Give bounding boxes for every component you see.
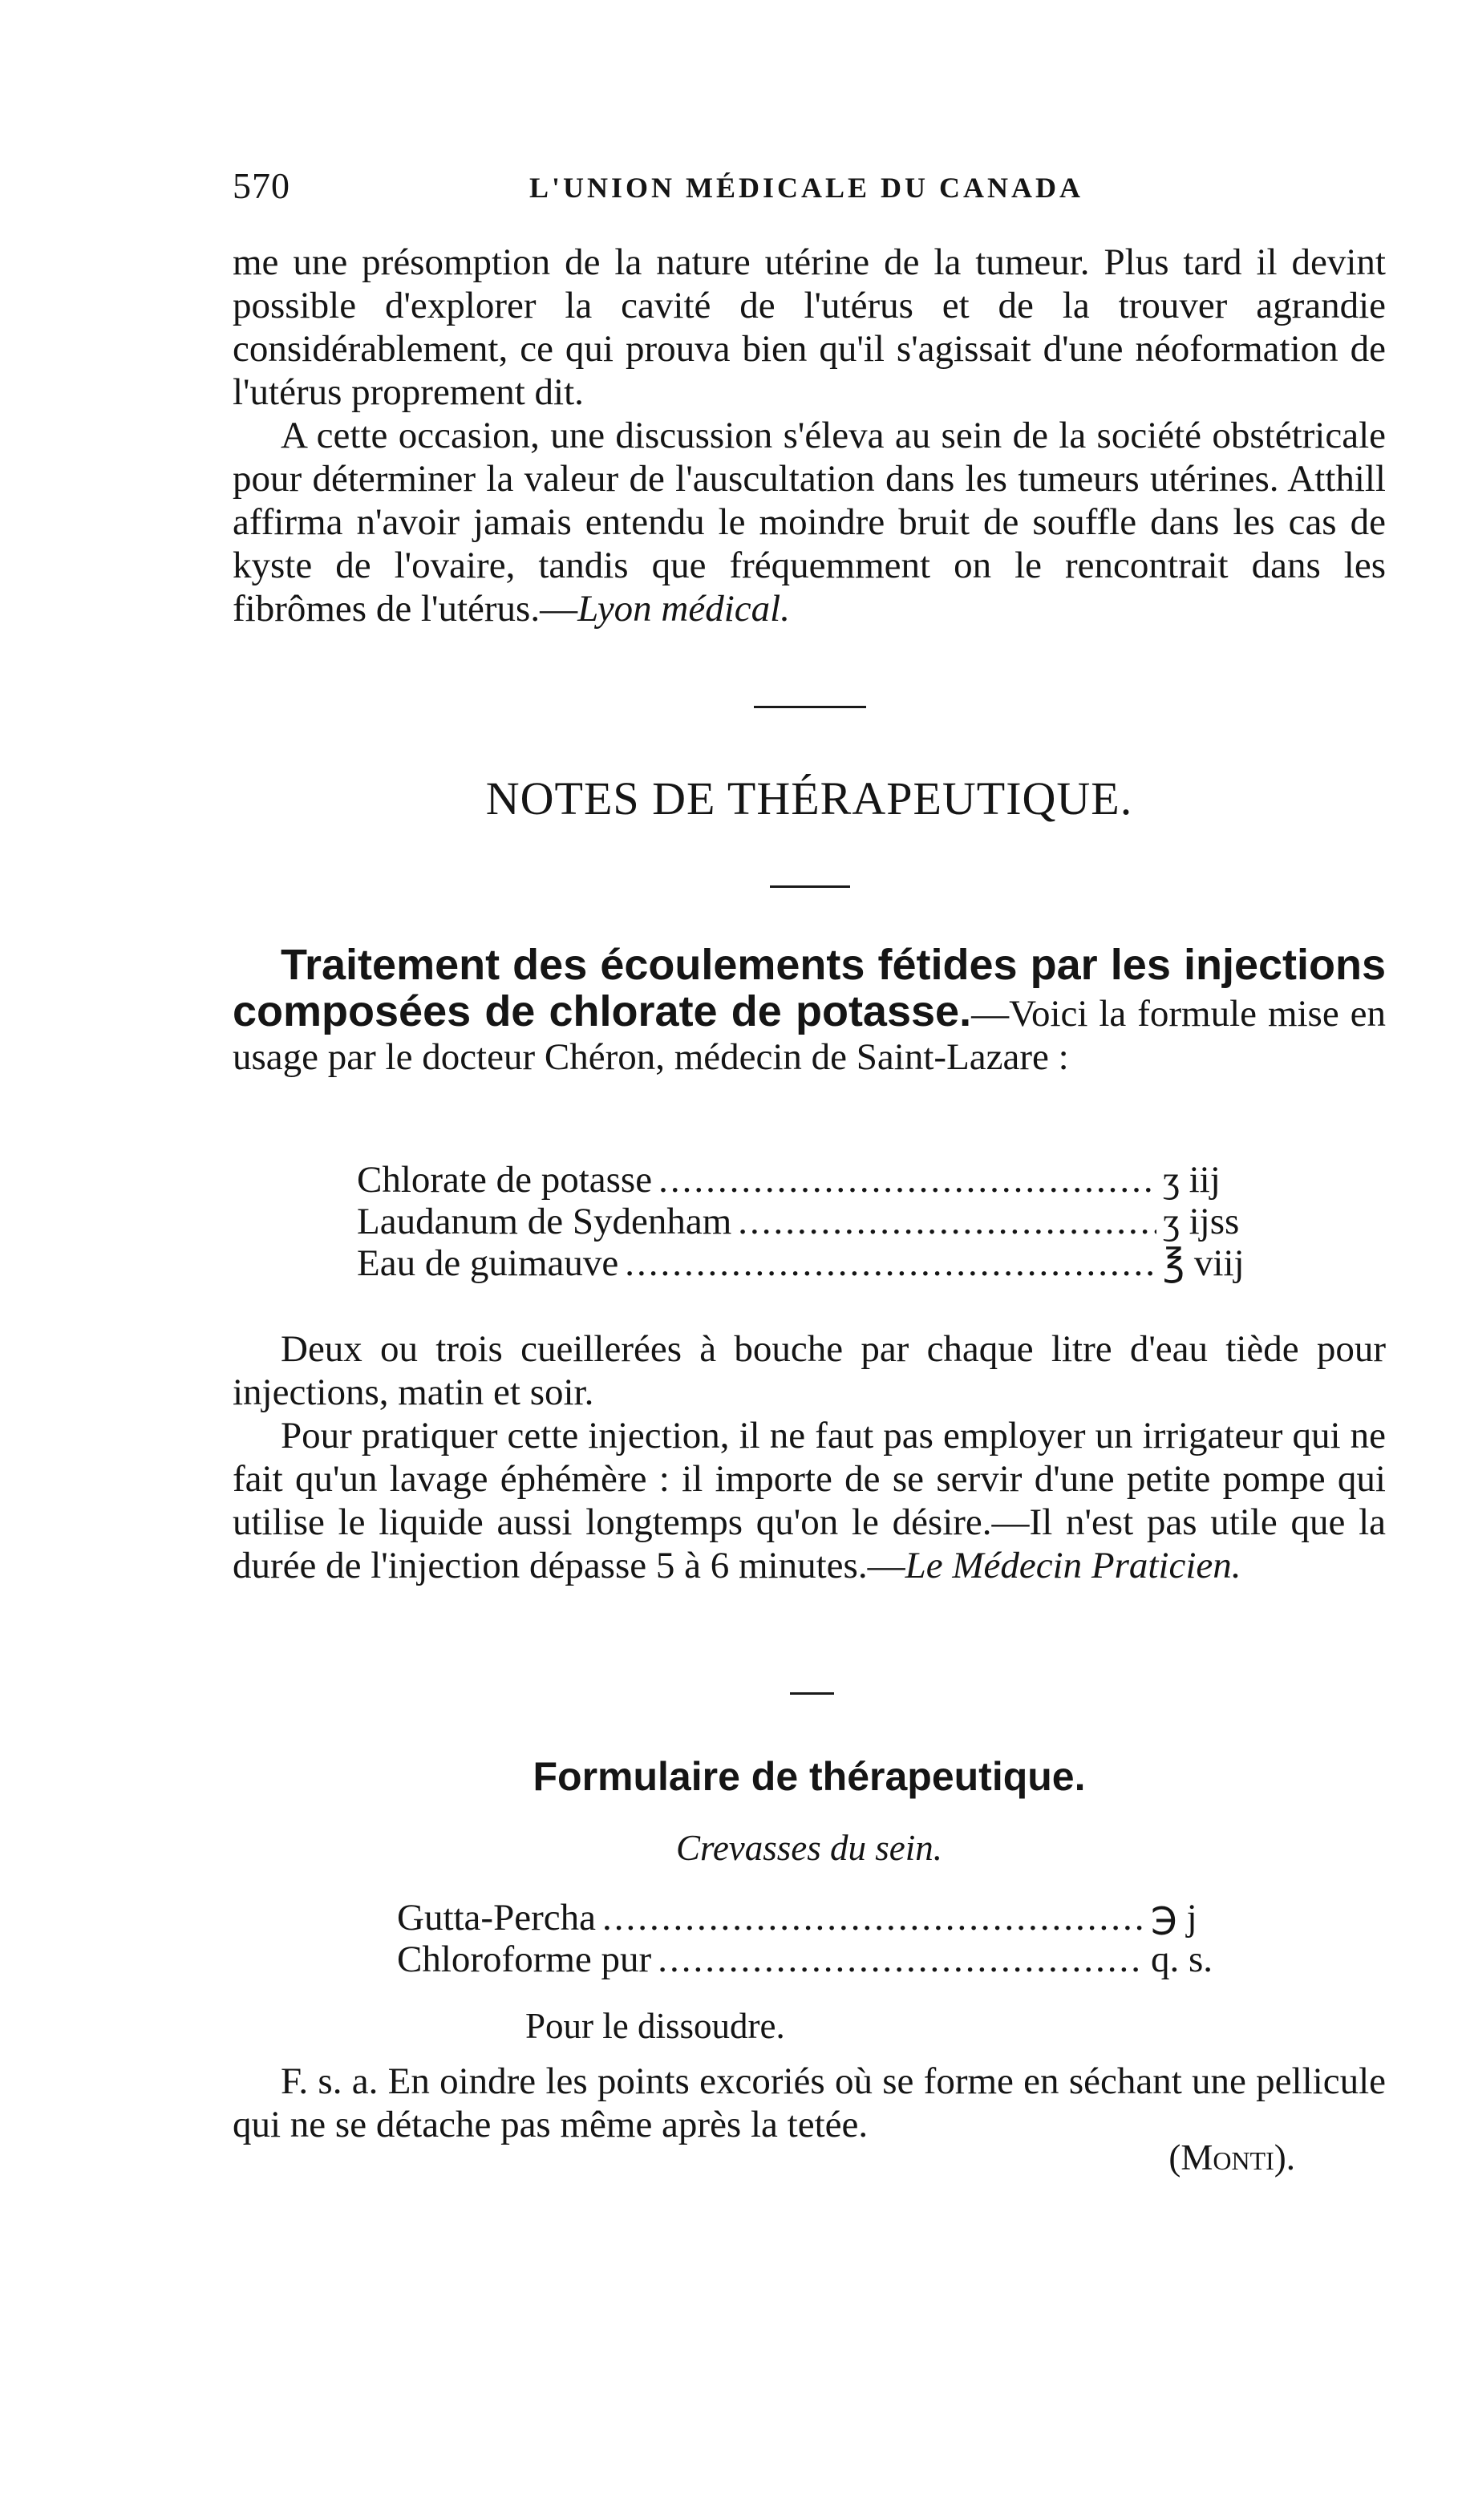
article-1-paragraph-1-text: Deux ou trois cueillerées à bouche par chaque litre d'eau tiède pour injections, matin et soir.	[233, 1328, 1386, 1413]
article-1-paragraph-1	[233, 1327, 1386, 1414]
article-1-source: Le Médecin Praticien.	[905, 1545, 1241, 1586]
intro-paragraph-1: me une présomption de la nature utérine de la tumeur. Plus tard il devint possible d'explorer la cavité de l'utérus et de la trouver agrandie considérablement, ce qui prouva bien qu'il s'agissait d'une néoformation de l'utérus proprement dit.	[233, 241, 1386, 413]
prescription-1	[357, 1159, 1275, 1284]
prescription-row	[357, 1242, 1275, 1284]
article-2-title: Formulaire de thérapeutique.	[533, 1754, 1086, 1799]
leader-dots	[658, 1159, 1156, 1201]
ingredient-name: Gutta-Percha	[397, 1897, 596, 1939]
prescription-row	[357, 1201, 1275, 1242]
article-2-paragraph	[233, 2060, 1386, 2146]
ingredient-name: Chlorate de potasse	[357, 1159, 653, 1201]
intro-paragraph-2-text: A cette occasion, une discussion s'éleva au sein de la société obstétricale pour déterminer la valeur de l'auscultation dans les tumeurs utérines. Atthill affirma n'avoir jamais entendu le moindre bruit de souffle dans les cas de kyste de l'ovaire, tandis que fréquemment on le rencontrait dans les fibrômes de l'utérus.—	[233, 415, 1386, 630]
section-title: NOTES DE THÉRAPEUTIQUE.	[485, 772, 1133, 824]
article-2-subtitle: Crevasses du sein.	[675, 1828, 943, 1868]
leader-dots	[738, 1201, 1156, 1242]
article-1-intro	[233, 942, 1386, 1079]
intro-source: Lyon médical.	[577, 588, 790, 630]
prescription-2	[397, 1897, 1231, 1980]
ingredient-name: Eau de guimauve	[357, 1242, 619, 1284]
article-1-heading: Traitement des écoulements fétides par les injections composées de chlorate de potasse.	[233, 941, 1386, 1035]
article-2-paragraph-text: F. s. a. En oindre les points excoriés où se forme en séchant une pellicule qui ne se détache pas même après la tetée.	[233, 2060, 1386, 2145]
ingredient-quantity: q. s.	[1151, 1939, 1213, 1980]
prescription-row	[357, 1159, 1275, 1201]
separator-rule	[754, 706, 866, 708]
article-1-paragraph-2-text: Pour pratiquer cette injection, il ne faut pas employer un irrigateur qui ne fait qu'un lavage éphémère : il importe de se servir d'une petite pompe qui utilise le liquide aussi longtemps qu'on le désire.—Il n'est pas utile que la durée de l'injection dépasse 5 à 6 minutes.—	[233, 1415, 1386, 1586]
page-header	[233, 164, 1387, 213]
intro-section	[233, 241, 1386, 630]
article-1-intro-text: —Voici la formule mise en usage par le docteur Chéron, médecin de Saint-Lazare :	[233, 993, 1386, 1078]
leader-dots	[625, 1242, 1156, 1284]
ingredient-quantity: ℈ j	[1151, 1897, 1197, 1939]
separator-rule	[790, 1692, 834, 1695]
signature: (Monti).	[1168, 2137, 1295, 2178]
article-1-paragraph-2	[233, 1414, 1386, 1587]
ingredient-quantity: ℥ viij	[1163, 1242, 1245, 1284]
article-2-body	[233, 2060, 1386, 2146]
article-1-body	[233, 1327, 1386, 1587]
prescription-row	[397, 1939, 1231, 1980]
separator-rule	[770, 885, 850, 888]
ingredient-name: Laudanum de Sydenham	[357, 1201, 732, 1242]
running-head: L'UNION MÉDICALE DU CANADA	[529, 172, 1084, 204]
ingredient-name: Chloroforme pur	[397, 1939, 652, 1980]
dissolve-instruction: Pour le dissoudre.	[525, 2006, 785, 2046]
ingredient-quantity: ʒ iij	[1163, 1159, 1221, 1201]
intro-paragraph-2	[233, 414, 1386, 630]
page-number: 570	[233, 165, 290, 206]
prescription-row	[397, 1897, 1231, 1939]
leader-dots	[658, 1939, 1144, 1980]
article-1-paragraph	[233, 942, 1386, 1079]
leader-dots	[602, 1897, 1144, 1939]
ingredient-quantity: ʒ ijss	[1163, 1201, 1240, 1242]
